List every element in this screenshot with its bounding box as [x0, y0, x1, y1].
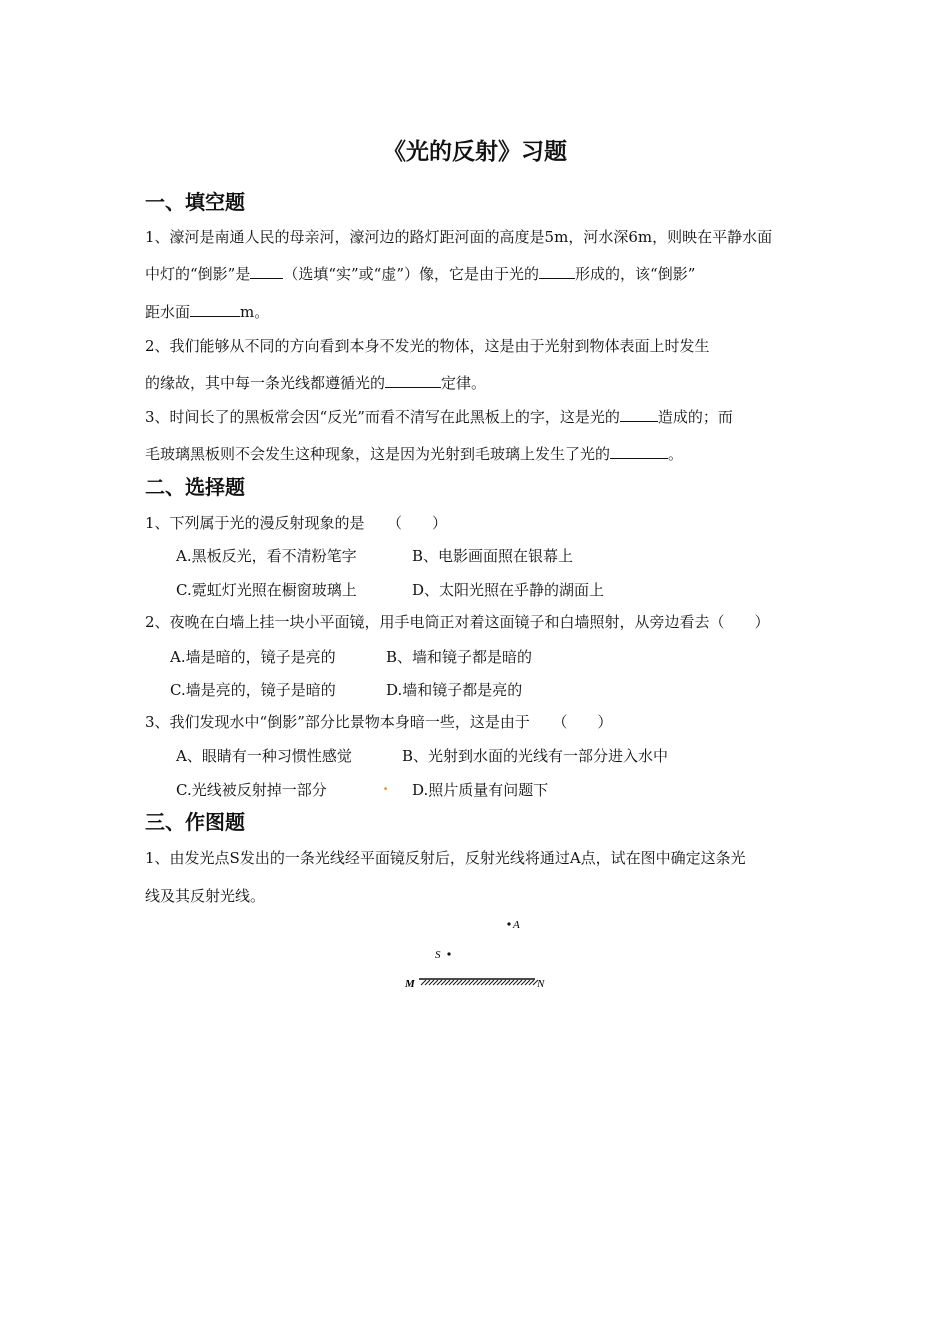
- mirror-label-m: M: [405, 978, 415, 990]
- choice-q1-option-c[interactable]: C.霓虹灯光照在橱窗玻璃上: [176, 581, 357, 599]
- choice-q1-option-b[interactable]: B、电影画面照在银幕上: [412, 547, 574, 565]
- draw-q1-line2: 线及其反射光线。: [145, 887, 266, 905]
- fill-q1-line2: 中灯的“倒影”是 （选填“实”或“虚”）像，它是由于光的 形成的，该“倒影”: [145, 265, 696, 283]
- fill-q2-line2: 的缘故，其中每一条光线都遵循光的 定律。: [145, 374, 487, 392]
- answer-blank[interactable]: [385, 372, 441, 388]
- point-s-marker: [447, 952, 450, 955]
- fill-q1-line1: 1、濠河是南通人民的母亲河，濠河边的路灯距河面的高度是5m，河水深6m，则映在平静水面: [145, 228, 773, 246]
- section-heading-fill: 一、填空题: [145, 190, 245, 214]
- answer-blank[interactable]: [539, 263, 575, 279]
- point-a-marker: [507, 922, 510, 925]
- point-a-label: A: [513, 919, 520, 931]
- choice-q2-stem: 2、夜晚在白墙上挂一块小平面镜，用手电筒正对着这面镜子和白墙照射，从旁边看去（ ）: [145, 613, 770, 631]
- answer-blank[interactable]: [250, 263, 283, 279]
- fill-q3-line1: 3、时间长了的黑板常会因“反光”而看不清写在此黑板上的字，这是光的 造成的；而: [145, 408, 733, 426]
- choice-q3-option-d[interactable]: D.照片质量有问题下: [412, 781, 549, 799]
- choice-q1-option-a[interactable]: A.黑板反光，看不清粉笔字: [176, 547, 357, 565]
- answer-blank[interactable]: [190, 301, 240, 317]
- fill-q1-line3: 距水面 m。: [145, 303, 270, 321]
- draw-q1-line1: 1、由发光点S发出的一条光线经平面镜反射后，反射光线将通过A点，试在图中确定这条光: [145, 849, 746, 867]
- choice-q1-option-d[interactable]: D、太阳光照在乎静的湖面上: [412, 581, 605, 599]
- choice-q2-option-b[interactable]: B、墙和镜子都是暗的: [386, 648, 533, 666]
- choice-q3-stem: 3、我们发现水中“倒影”部分比景物本身暗一些，这是由于 （ ）: [145, 713, 613, 731]
- choice-q3-option-b[interactable]: B、光射到水面的光线有一部分进入水中: [402, 747, 669, 765]
- choice-q2-option-d[interactable]: D.墙和镜子都是亮的: [386, 681, 523, 699]
- choice-q2-option-c[interactable]: C.墙是亮的，镜子是暗的: [170, 681, 336, 699]
- answer-blank[interactable]: [620, 406, 658, 422]
- mirror-label-n: N: [537, 978, 545, 990]
- choice-q3-option-c[interactable]: C.光线被反射掉一部分: [176, 781, 327, 799]
- mirror-hatching: [421, 980, 538, 985]
- mirror-diagram[interactable]: [395, 905, 565, 1005]
- answer-blank[interactable]: [610, 443, 668, 459]
- fill-q3-line2: 毛玻璃黑板则不会发生这种现象，这是因为光射到毛玻璃上发生了光的 。: [145, 445, 684, 463]
- choice-q3-option-a[interactable]: A、眼睛有一种习惯性感觉: [176, 747, 352, 765]
- choice-q1-stem: 1、下列属于光的漫反射现象的是 （ ）: [145, 514, 448, 532]
- fill-q2-line1: 2、我们能够从不同的方向看到本身不发光的物体，这是由于光射到物体表面上时发生: [145, 337, 710, 355]
- stray-mark: .: [383, 776, 389, 794]
- choice-q2-option-a[interactable]: A.墙是暗的，镜子是亮的: [170, 648, 336, 666]
- section-heading-choice: 二、选择题: [145, 475, 245, 499]
- page-title: 《光的反射》习题: [383, 139, 567, 165]
- point-s-label: S: [435, 949, 441, 961]
- section-heading-draw: 三、作图题: [145, 810, 245, 834]
